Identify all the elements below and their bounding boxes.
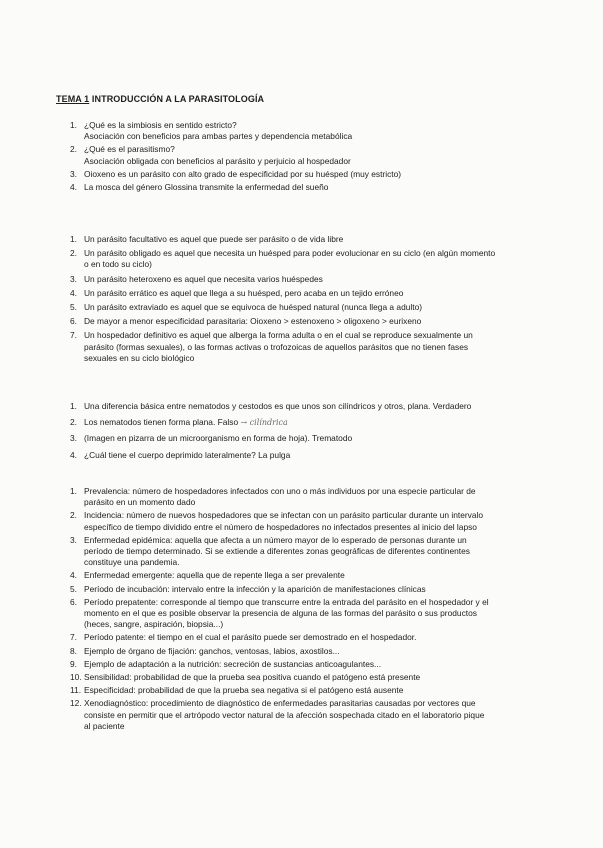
item-line: parásito en un momento dado — [84, 497, 196, 508]
item-line: Un parásito extraviado es aquel que se equivoca de huésped natural (nunca llega a adulto) — [84, 302, 423, 313]
item-line: De mayor a menor especificidad parasitaria: Oioxeno > estenoxeno > oligoxeno > eurixeno — [84, 316, 422, 327]
item-number: 7. — [70, 330, 77, 341]
item-line: al paciente — [84, 720, 125, 731]
item-line: Período patente: el tiempo en el cual el parásito puede ser demostrado en el hospedador. — [84, 632, 417, 643]
item-line: Un parásito obligado es aquel que necesita un huésped para poder evolucionar en su ciclo (en algún momento — [84, 248, 496, 259]
item-number: 1. — [70, 120, 77, 130]
item-line: Un parásito errático es aquel que llega a su huésped, pero acaba en un tejido erróneo — [84, 287, 404, 298]
section-definitions — [56, 486, 572, 734]
list-item — [56, 450, 572, 461]
item-line: Oioxeno es un parásito con alto grado de especificidad por su huésped (muy estricto) — [84, 168, 402, 179]
item-number: 10. — [70, 672, 82, 683]
item-line: Asociación con beneficios para ambas partes y dependencia metabólica — [84, 131, 353, 142]
item-number: 8. — [70, 645, 77, 656]
item-number: 4. — [70, 182, 77, 193]
list-item — [56, 417, 572, 428]
item-line: Un hospedador definitivo es aquel que alberga la forma adulta o en el cual se reproduce sexualmente un — [84, 330, 473, 341]
item-line: (Imagen en pizarra de un microorganismo en forma de hoja). Trematodo — [84, 433, 353, 444]
item-line: ¿Cuál tiene el cuerpo deprimido lateralmente? La pulga — [84, 449, 291, 460]
list-item — [56, 169, 572, 180]
handwritten-note: → cilíndrica — [240, 418, 288, 428]
item-number: 1. — [70, 401, 77, 411]
list-item — [56, 248, 572, 270]
item-number: 4. — [70, 449, 77, 460]
item-number: 6. — [70, 316, 77, 327]
section-parasite-types — [56, 234, 572, 367]
list-item — [56, 274, 572, 285]
item-line: constituye una pandemia. — [84, 557, 180, 568]
item-number: 4. — [70, 287, 77, 298]
item-line: Los nematodos tienen forma plana. Falso — [84, 417, 239, 428]
item-line: consiste en permitir que el artrópodo vector natural de la afección sospechada citado en el laboratorio pique — [84, 709, 485, 720]
item-line: sexuales en su ciclo biológico — [84, 352, 195, 363]
item-line: Período de incubación: intervalo entre la infección y la aparición de manifestaciones clínicas — [84, 583, 426, 594]
section-questions-basic — [56, 120, 572, 195]
item-line: Enfermedad emergente: aquella que de repente llega a ser prevalente — [84, 570, 345, 581]
item-number: 1. — [70, 486, 77, 496]
item-number: 5. — [70, 302, 77, 313]
page-title — [56, 94, 264, 104]
item-line: Ejemplo de adaptación a la nutrición: secreción de sustancias anticoagulantes... — [84, 658, 382, 669]
item-number: 9. — [70, 658, 77, 669]
list-item — [56, 486, 572, 508]
list-item — [56, 672, 572, 683]
item-number: 6. — [70, 596, 77, 607]
list-item — [56, 685, 572, 696]
item-number: 11. — [70, 685, 82, 696]
item-number: 4. — [70, 570, 77, 581]
list-item — [56, 597, 572, 631]
list-item — [56, 632, 572, 643]
list-item — [56, 535, 572, 569]
item-line: período de tiempo determinado. Si se extiende a diferentes zonas geográficas de diferentes continentes — [84, 546, 470, 557]
item-line: La mosca del género Glossina transmite la enfermedad del sueño — [84, 182, 329, 193]
list-item — [56, 401, 572, 412]
item-number: 1. — [70, 234, 77, 244]
item-number: 2. — [70, 417, 77, 428]
list-item — [56, 659, 572, 670]
section-nematodes — [56, 401, 572, 466]
list-item — [56, 120, 572, 142]
item-number: 2. — [70, 144, 77, 155]
list-item — [56, 234, 572, 245]
item-line: Período prepatente: corresponde al tiempo que transcurre entre la entrada del parásito en el hospedador y el — [84, 596, 489, 607]
title-tema: TEMA 1 — [56, 94, 90, 104]
item-number: 5. — [70, 583, 77, 594]
item-number: 3. — [70, 273, 77, 284]
item-line: específico de tiempo dividido entre el número de hospedadores no infectados presentes al inicio del lapso — [84, 521, 477, 532]
list-item — [56, 433, 572, 444]
item-line: Prevalencia: número de hospedadores infectados con uno o más individuos por una especie particular de — [84, 486, 476, 496]
item-line: momento en el que es posible observar la presencia de alguna de las formas del parásito o sus productos — [84, 608, 477, 619]
list-item — [56, 646, 572, 657]
item-number: 3. — [70, 168, 77, 179]
item-line: Asociación obligada con beneficios al parásito y perjuicio al hospedador — [84, 155, 351, 166]
item-line: Sensibilidad: probabilidad de que la prueba sea positiva cuando el patógeno está presente — [84, 672, 421, 683]
item-line: Enfermedad epidémica: aquella que afecta a un número mayor de lo esperado de personas durante un — [84, 534, 467, 545]
item-number: 12. — [70, 698, 82, 709]
item-number: 3. — [70, 433, 77, 444]
item-line: Una diferencia básica entre nematodos y cestodos es que unos son cilíndricos y otros, plana. Verdadero — [84, 401, 472, 411]
list-item — [56, 302, 572, 313]
item-line: (heces, sangre, aspiración, biopsia...) — [84, 619, 224, 630]
item-number: 2. — [70, 248, 77, 259]
list-item — [56, 510, 572, 532]
item-number: 2. — [70, 510, 77, 521]
item-line: ¿Qué es la simbiosis en sentido estricto? — [84, 120, 237, 130]
list-item — [56, 584, 572, 595]
item-line: Incidencia: número de nuevos hospedadores que se infectan con un parásito particular durante un intervalo — [84, 510, 484, 521]
item-line: Xenodiagnóstico: procedimiento de diagnóstico de enfermedades parasitarias causadas por vectores que — [84, 698, 476, 709]
list-item — [56, 288, 572, 299]
item-line: Un parásito heteroxeno es aquel que necesita varios huéspedes — [84, 273, 323, 284]
list-item — [56, 330, 572, 364]
item-number: 3. — [70, 534, 77, 545]
item-number: 7. — [70, 632, 77, 643]
item-line: Especificidad: probabilidad de que la prueba sea negativa si el patógeno está ausente — [84, 685, 404, 696]
list-item — [56, 182, 572, 193]
list-item — [56, 144, 572, 166]
item-line: o en todo su ciclo) — [84, 259, 152, 270]
title-text: INTRODUCCIÓN A LA PARASITOLOGÍA — [91, 94, 265, 104]
item-line: Un parásito facultativo es aquel que puede ser parásito o de vida libre — [84, 234, 344, 244]
item-line: ¿Qué es el parasitismo? — [84, 144, 175, 155]
item-line: Ejemplo de órgano de fijación: ganchos, ventosas, labios, axostilos... — [84, 645, 340, 656]
list-item — [56, 570, 572, 581]
list-item — [56, 316, 572, 327]
item-line: parásito (formas sexuales), o las formas activas o trofozoicas de aquellos parásitos que no tienen fases — [84, 341, 469, 352]
list-item — [56, 698, 572, 732]
